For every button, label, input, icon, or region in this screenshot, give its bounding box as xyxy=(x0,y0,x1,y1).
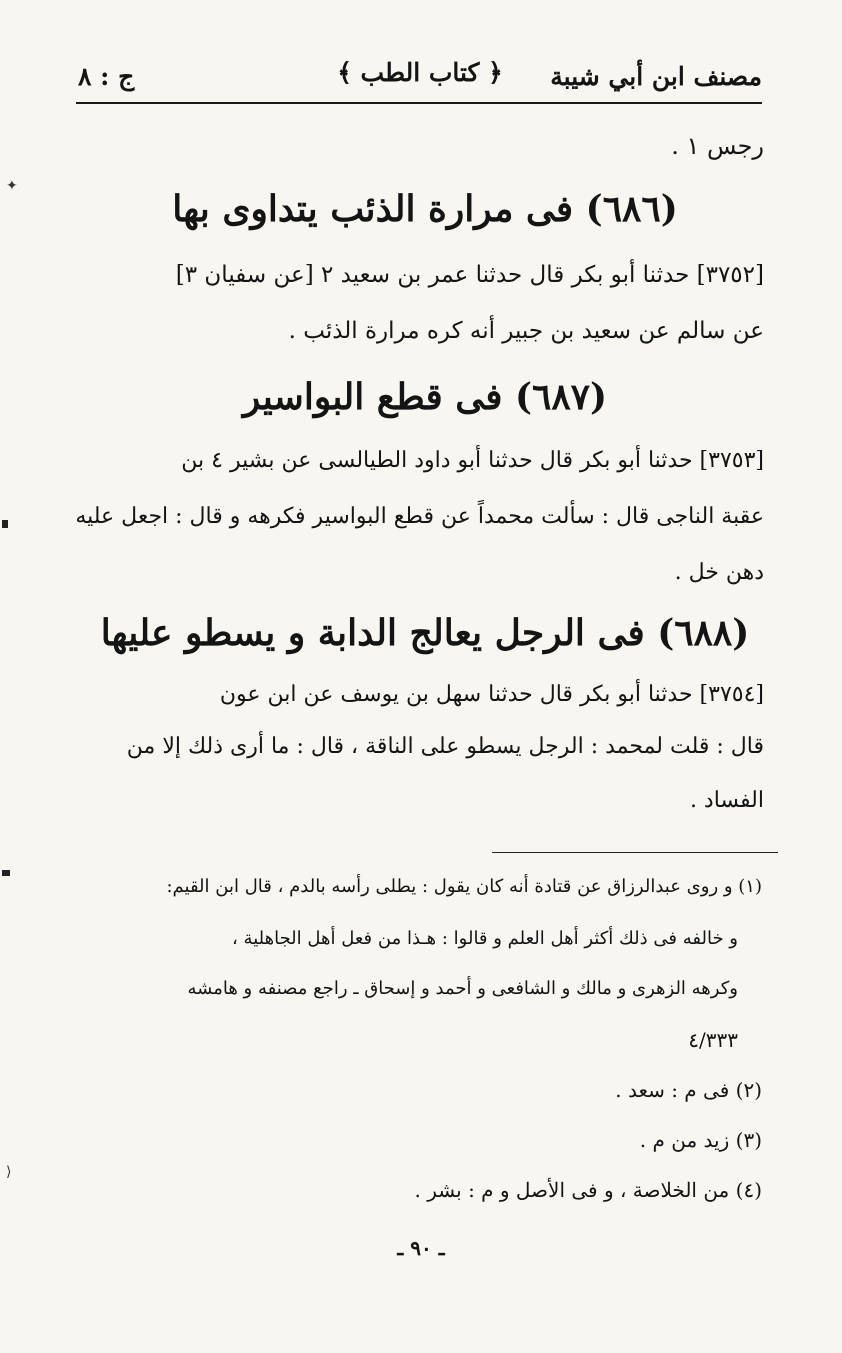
text-line: دهن خل . xyxy=(674,560,764,585)
text-line: [٣٧٥٤] حدثنا أبو بكر قال حدثنا سهل بن يوسف عن ابن عون xyxy=(219,682,764,707)
section-heading: (٦٨٦) فى مرارة الذئب يتداوى بها xyxy=(172,188,678,230)
section-heading: (٦٨٧) فى قطع البواسير xyxy=(242,376,608,418)
text-line: رجس ١ . xyxy=(671,132,764,160)
footnote-1-line: (١) و روى عبدالرزاق عن قتادة أنه كان يقول : يطلى رأسه بالدم ، قال ابن القيم: xyxy=(166,876,762,897)
text-line: قال : قلت لمحمد : الرجل يسطو على الناقة ، قال : ما أرى ذلك إلا من xyxy=(126,734,764,759)
margin-mark: ✦ xyxy=(6,178,18,194)
book-title: مصنف ابن أبي شيبة xyxy=(550,61,762,91)
volume-number: ج : ٨ xyxy=(78,61,135,91)
header-divider xyxy=(76,102,762,104)
footnote-2: (٢) فى م : سعد . xyxy=(615,1078,762,1102)
text-line: الفساد . xyxy=(689,788,764,813)
text-line: عن سالم عن سعيد بن جبير أنه كره مرارة الذئب . xyxy=(288,318,764,344)
footnote-divider xyxy=(492,852,778,853)
section-heading: (٦٨٨) فى الرجل يعالج الدابة و يسطو عليها xyxy=(100,612,750,654)
text-line: [٣٧٥٣] حدثنا أبو بكر قال حدثنا أبو داود الطيالسى عن بشير ٤ بن xyxy=(181,448,764,473)
chapter-title: ﴿ كتاب الطب ﴾ xyxy=(337,58,503,87)
page-header xyxy=(78,52,762,100)
margin-mark xyxy=(2,520,8,528)
page-number: ـ ٩٠ ـ xyxy=(397,1236,445,1260)
text-line: عقبة الناجى قال : سألت محمداً عن قطع البواسير فكرهه و قال : اجعل عليه xyxy=(75,504,764,529)
footnote-3: (٣) زيد من م . xyxy=(639,1128,762,1152)
text-line: [٣٧٥٢] حدثنا أبو بكر قال حدثنا عمر بن سعيد ٢ [عن سفيان ٣] xyxy=(175,262,764,288)
margin-mark xyxy=(2,870,10,876)
footnote-1-line: وكرهه الزهرى و مالك و الشافعى و أحمد و إسحاق ـ راجع مصنفه و هامشه xyxy=(187,978,738,999)
margin-mark: ⟩ xyxy=(6,1164,12,1180)
footnote-1-line: ٤/٣٣٣ xyxy=(688,1028,738,1052)
footnote-1-line: و خالفه فى ذلك أكثر أهل العلم و قالوا : هـذا من فعل أهل الجاهلية ، xyxy=(232,928,738,949)
footnote-4: (٤) من الخلاصة ، و فى الأصل و م : بشر . xyxy=(414,1178,762,1202)
